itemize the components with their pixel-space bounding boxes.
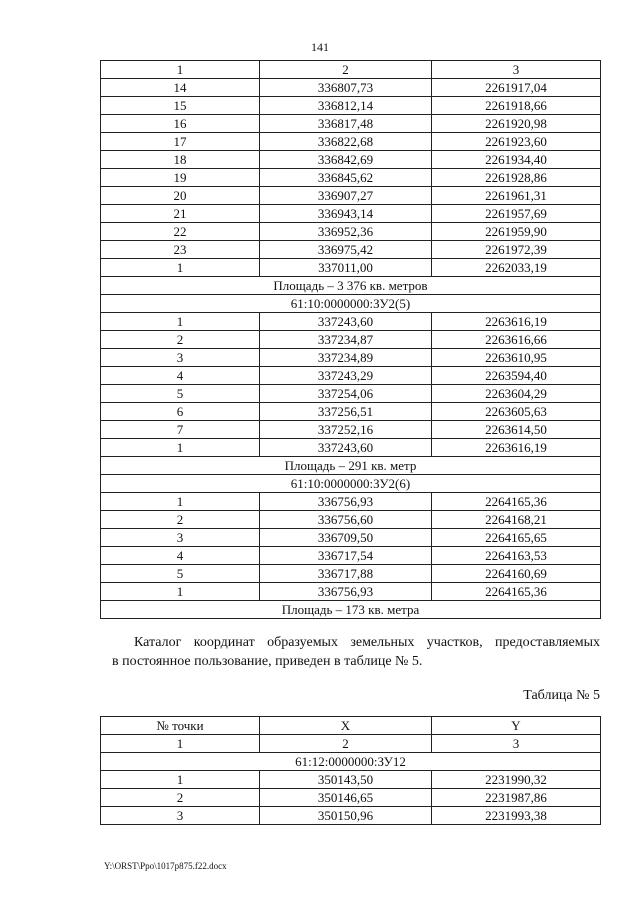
point-number-cell: 6 bbox=[101, 403, 260, 421]
table-row bbox=[101, 771, 601, 789]
point-number-cell: 4 bbox=[101, 367, 260, 385]
x-coordinate-cell: 336717,88 bbox=[260, 565, 432, 583]
table-row bbox=[101, 583, 601, 601]
point-number-cell: 1 bbox=[101, 493, 260, 511]
point-number-cell: 1 bbox=[101, 259, 260, 277]
point-number-cell: 2 bbox=[101, 331, 260, 349]
point-number-cell: 23 bbox=[101, 241, 260, 259]
point-number-cell: 18 bbox=[101, 151, 260, 169]
section-row bbox=[101, 753, 601, 771]
point-number-cell: 21 bbox=[101, 205, 260, 223]
x-coordinate-cell: 336975,42 bbox=[260, 241, 432, 259]
point-number-cell: 1 bbox=[101, 735, 260, 753]
header-cell: 2 bbox=[260, 61, 432, 79]
y-coordinate-cell: 3 bbox=[432, 735, 601, 753]
coordinates-table-5 bbox=[100, 716, 601, 825]
section-row bbox=[101, 601, 601, 619]
point-number-cell: 7 bbox=[101, 421, 260, 439]
section-cell: 61:10:0000000:ЗУ2(5) bbox=[101, 295, 601, 313]
point-number-cell: 1 bbox=[101, 583, 260, 601]
x-coordinate-cell: 337252,16 bbox=[260, 421, 432, 439]
section-cell: 61:12:0000000:ЗУ12 bbox=[101, 753, 601, 771]
section-row bbox=[101, 475, 601, 493]
page-number: 141 bbox=[311, 40, 329, 54]
point-number-cell: 15 bbox=[101, 97, 260, 115]
table-row bbox=[101, 259, 601, 277]
section-row bbox=[101, 457, 601, 475]
y-coordinate-cell: 2261923,60 bbox=[432, 133, 601, 151]
table-row bbox=[101, 511, 601, 529]
section-cell: Площадь – 3 376 кв. метров bbox=[101, 277, 601, 295]
x-coordinate-cell: 336822,68 bbox=[260, 133, 432, 151]
y-coordinate-cell: 2261920,98 bbox=[432, 115, 601, 133]
x-coordinate-cell: 337256,51 bbox=[260, 403, 432, 421]
x-coordinate-cell: 336756,93 bbox=[260, 493, 432, 511]
table-row bbox=[101, 97, 601, 115]
table-row bbox=[101, 565, 601, 583]
point-number-cell: 3 bbox=[101, 349, 260, 367]
table-row bbox=[101, 151, 601, 169]
y-coordinate-cell: 2263605,63 bbox=[432, 403, 601, 421]
x-coordinate-cell: 336952,36 bbox=[260, 223, 432, 241]
table-row bbox=[101, 133, 601, 151]
table-row bbox=[101, 241, 601, 259]
section-cell: Площадь – 291 кв. метр bbox=[101, 457, 601, 475]
point-number-cell: 1 bbox=[101, 439, 260, 457]
header-cell: № точки bbox=[101, 717, 260, 735]
paragraph-line: Каталог координат образуемых земельных участков, предоставляемых bbox=[134, 635, 600, 650]
y-coordinate-cell: 2264165,36 bbox=[432, 583, 601, 601]
table-row bbox=[101, 79, 601, 97]
y-coordinate-cell: 2263616,19 bbox=[432, 439, 601, 457]
x-coordinate-cell: 336842,69 bbox=[260, 151, 432, 169]
x-coordinate-cell: 337243,60 bbox=[260, 313, 432, 331]
point-number-cell: 1 bbox=[101, 313, 260, 331]
table-row bbox=[101, 223, 601, 241]
x-coordinate-cell: 336717,54 bbox=[260, 547, 432, 565]
header-cell: Y bbox=[432, 717, 601, 735]
x-coordinate-cell: 336907,27 bbox=[260, 187, 432, 205]
x-coordinate-cell: 336812,14 bbox=[260, 97, 432, 115]
y-coordinate-cell: 2263616,19 bbox=[432, 313, 601, 331]
y-coordinate-cell: 2261961,31 bbox=[432, 187, 601, 205]
coordinates-table-body bbox=[101, 717, 601, 825]
y-coordinate-cell: 2261957,69 bbox=[432, 205, 601, 223]
header-cell: 1 bbox=[101, 61, 260, 79]
point-number-cell: 5 bbox=[101, 565, 260, 583]
point-number-cell: 1 bbox=[101, 771, 260, 789]
table-row bbox=[101, 493, 601, 511]
y-coordinate-cell: 2264160,69 bbox=[432, 565, 601, 583]
section-row bbox=[101, 277, 601, 295]
y-coordinate-cell: 2264165,65 bbox=[432, 529, 601, 547]
y-coordinate-cell: 2231987,86 bbox=[432, 789, 601, 807]
table-row bbox=[101, 205, 601, 223]
coordinates-table-body bbox=[101, 61, 601, 619]
y-coordinate-cell: 2263594,40 bbox=[432, 367, 601, 385]
section-cell: 61:10:0000000:ЗУ2(6) bbox=[101, 475, 601, 493]
catalog-paragraph bbox=[112, 633, 600, 671]
table-row bbox=[101, 169, 601, 187]
table-row bbox=[101, 367, 601, 385]
x-coordinate-cell: 350143,50 bbox=[260, 771, 432, 789]
point-number-cell: 22 bbox=[101, 223, 260, 241]
x-coordinate-cell: 337243,60 bbox=[260, 439, 432, 457]
x-coordinate-cell: 337254,06 bbox=[260, 385, 432, 403]
header-cell: 3 bbox=[432, 61, 601, 79]
table-row bbox=[101, 115, 601, 133]
table-header-row bbox=[101, 61, 601, 79]
table-row bbox=[101, 547, 601, 565]
x-coordinate-cell: 336807,73 bbox=[260, 79, 432, 97]
y-coordinate-cell: 2231993,38 bbox=[432, 807, 601, 825]
y-coordinate-cell: 2261934,40 bbox=[432, 151, 601, 169]
table-header-row bbox=[101, 717, 601, 735]
point-number-cell: 2 bbox=[101, 511, 260, 529]
table-row bbox=[101, 789, 601, 807]
point-number-cell: 2 bbox=[101, 789, 260, 807]
y-coordinate-cell: 2231990,32 bbox=[432, 771, 601, 789]
table-row bbox=[101, 349, 601, 367]
point-number-cell: 19 bbox=[101, 169, 260, 187]
table-row bbox=[101, 187, 601, 205]
point-number-cell: 14 bbox=[101, 79, 260, 97]
point-number-cell: 16 bbox=[101, 115, 260, 133]
table-caption: Таблица № 5 bbox=[523, 688, 600, 703]
y-coordinate-cell: 2264168,21 bbox=[432, 511, 601, 529]
x-coordinate-cell: 336756,60 bbox=[260, 511, 432, 529]
point-number-cell: 3 bbox=[101, 529, 260, 547]
x-coordinate-cell: 336845,62 bbox=[260, 169, 432, 187]
y-coordinate-cell: 2261917,04 bbox=[432, 79, 601, 97]
x-coordinate-cell: 337234,89 bbox=[260, 349, 432, 367]
table-row bbox=[101, 385, 601, 403]
table-row bbox=[101, 421, 601, 439]
x-coordinate-cell: 336943,14 bbox=[260, 205, 432, 223]
table-row bbox=[101, 529, 601, 547]
table-row bbox=[101, 807, 601, 825]
point-number-cell: 20 bbox=[101, 187, 260, 205]
point-number-cell: 5 bbox=[101, 385, 260, 403]
table-row bbox=[101, 439, 601, 457]
table-row bbox=[101, 403, 601, 421]
y-coordinate-cell: 2262033,19 bbox=[432, 259, 601, 277]
table-row bbox=[101, 313, 601, 331]
table-row bbox=[101, 735, 601, 753]
y-coordinate-cell: 2263616,66 bbox=[432, 331, 601, 349]
section-cell: Площадь – 173 кв. метра bbox=[101, 601, 601, 619]
point-number-cell: 3 bbox=[101, 807, 260, 825]
x-coordinate-cell: 336817,48 bbox=[260, 115, 432, 133]
y-coordinate-cell: 2261918,66 bbox=[432, 97, 601, 115]
y-coordinate-cell: 2263614,50 bbox=[432, 421, 601, 439]
y-coordinate-cell: 2264163,53 bbox=[432, 547, 601, 565]
y-coordinate-cell: 2261928,86 bbox=[432, 169, 601, 187]
x-coordinate-cell: 337234,87 bbox=[260, 331, 432, 349]
section-row bbox=[101, 295, 601, 313]
x-coordinate-cell: 350146,65 bbox=[260, 789, 432, 807]
x-coordinate-cell: 337011,00 bbox=[260, 259, 432, 277]
y-coordinate-cell: 2261959,90 bbox=[432, 223, 601, 241]
x-coordinate-cell: 336709,50 bbox=[260, 529, 432, 547]
y-coordinate-cell: 2263604,29 bbox=[432, 385, 601, 403]
table-row bbox=[101, 331, 601, 349]
y-coordinate-cell: 2264165,36 bbox=[432, 493, 601, 511]
point-number-cell: 17 bbox=[101, 133, 260, 151]
y-coordinate-cell: 2261972,39 bbox=[432, 241, 601, 259]
x-coordinate-cell: 336756,93 bbox=[260, 583, 432, 601]
x-coordinate-cell: 337243,29 bbox=[260, 367, 432, 385]
y-coordinate-cell: 2263610,95 bbox=[432, 349, 601, 367]
paragraph-line: в постоянное пользование, приведен в таблице № 5. bbox=[112, 654, 423, 669]
x-coordinate-cell: 2 bbox=[260, 735, 432, 753]
footer-file-path: Y:\ORST\Ppo\1017p875.f22.docx bbox=[104, 861, 227, 871]
coordinates-table-continued bbox=[100, 60, 601, 619]
point-number-cell: 4 bbox=[101, 547, 260, 565]
header-cell: X bbox=[260, 717, 432, 735]
x-coordinate-cell: 350150,96 bbox=[260, 807, 432, 825]
